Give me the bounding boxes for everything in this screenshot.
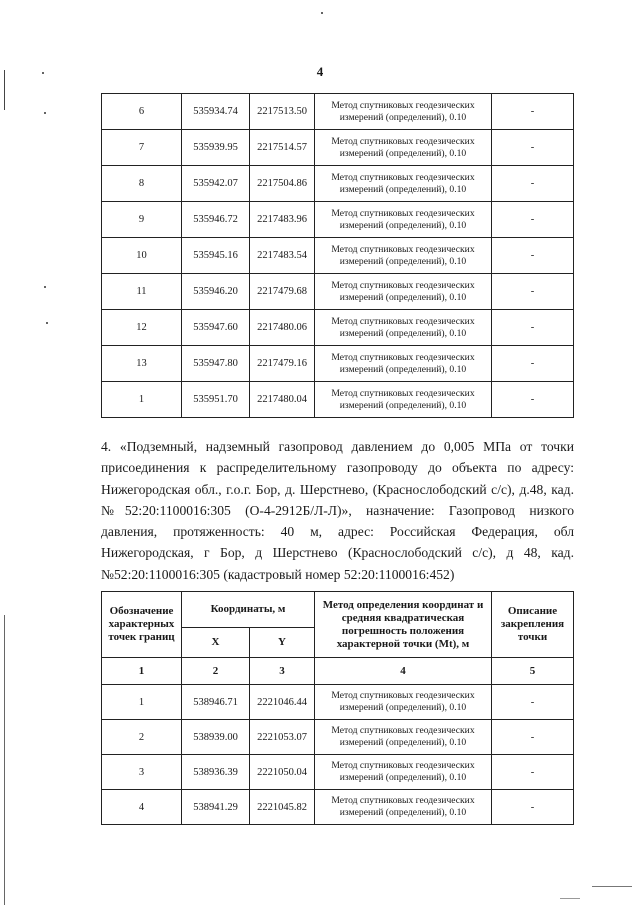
item-4-paragraph: 4. «Подземный, надземный газопровод давлением до 0,005 МПа от точки присоединения к распределительному газопроводу до объекта по адресу: Нижегородская обл., г.о.г. Бор, д. Шерстнево, (Краснослободский с/с), д.48, кад.№52:20:1100016:305 (О-4-2912Б/Л-Л)», назначение: Газопровод низкого давления, протяженность: 40 м, адрес: Российская Федерация, обл Нижегородская, г Бор, д Шерстнево (Краснослободский с/с), д 48, кад.№52:20:1100016:305 (кадастровый номер 52:20:1100016:452) xyxy=(101,439,574,582)
table-row xyxy=(102,790,574,825)
header-y: Y xyxy=(250,628,315,658)
method-cell: Метод спутниковых геодезических измерений (определений), 0.10 xyxy=(315,720,492,755)
scan-dot xyxy=(44,112,46,114)
y-cell: 2221050.04 xyxy=(250,755,315,790)
x-cell: 535947.80 xyxy=(182,346,250,382)
y-cell: 2217514.57 xyxy=(250,130,315,166)
point-cell: 9 xyxy=(102,202,182,238)
point-cell: 8 xyxy=(102,166,182,202)
method-cell: Метод спутниковых геодезических измерений (определений), 0.10 xyxy=(315,310,492,346)
x-cell: 535939.95 xyxy=(182,130,250,166)
table-row xyxy=(102,166,574,202)
scan-dot xyxy=(321,12,323,14)
method-cell: Метод спутниковых геодезических измерений (определений), 0.10 xyxy=(315,238,492,274)
x-cell: 538946.71 xyxy=(182,685,250,720)
column-number: 4 xyxy=(315,658,492,685)
description-cell: - xyxy=(492,720,574,755)
table-row xyxy=(102,755,574,790)
method-cell: Метод спутниковых геодезических измерений (определений), 0.10 xyxy=(315,685,492,720)
method-cell: Метод спутниковых геодезических измерений (определений), 0.10 xyxy=(315,755,492,790)
x-cell: 535945.16 xyxy=(182,238,250,274)
point-cell: 1 xyxy=(102,685,182,720)
y-cell: 2217513.50 xyxy=(250,94,315,130)
method-cell: Метод спутниковых геодезических измерений (определений), 0.10 xyxy=(315,202,492,238)
point-cell: 11 xyxy=(102,274,182,310)
column-number: 2 xyxy=(182,658,250,685)
x-cell: 538941.29 xyxy=(182,790,250,825)
method-cell: Метод спутниковых геодезических измерений (определений), 0.10 xyxy=(315,790,492,825)
point-cell: 3 xyxy=(102,755,182,790)
header-coordinates: Координаты, м xyxy=(182,592,315,628)
page-number: 4 xyxy=(316,64,324,79)
point-cell: 6 xyxy=(102,94,182,130)
header-designation: Обозначение характерных точек границ xyxy=(102,592,182,658)
description-cell: - xyxy=(492,274,574,310)
description-cell: - xyxy=(492,346,574,382)
coordinates-table-continued xyxy=(101,93,574,418)
method-cell: Метод спутниковых геодезических измерений (определений), 0.10 xyxy=(315,166,492,202)
scan-dot xyxy=(44,286,46,288)
x-cell: 535934.74 xyxy=(182,94,250,130)
description-cell: - xyxy=(492,202,574,238)
x-cell: 538939.00 xyxy=(182,720,250,755)
y-cell: 2217480.04 xyxy=(250,382,315,418)
y-cell: 2217483.54 xyxy=(250,238,315,274)
table-row xyxy=(102,685,574,720)
scan-dot xyxy=(46,322,48,324)
description-cell: - xyxy=(492,382,574,418)
header-description: Описание закрепления точки xyxy=(492,592,574,658)
y-cell: 2217480.06 xyxy=(250,310,315,346)
point-cell: 1 xyxy=(102,382,182,418)
table-row xyxy=(102,94,574,130)
description-cell: - xyxy=(492,94,574,130)
scan-edge-line xyxy=(560,898,580,899)
column-number: 3 xyxy=(250,658,315,685)
x-cell: 535946.20 xyxy=(182,274,250,310)
header-method: Метод определения координат и средняя квадратическая погрешность положения характерной точки (Mt), м xyxy=(315,592,492,658)
point-cell: 7 xyxy=(102,130,182,166)
x-cell: 538936.39 xyxy=(182,755,250,790)
description-cell: - xyxy=(492,166,574,202)
point-cell: 10 xyxy=(102,238,182,274)
y-cell: 2217483.96 xyxy=(250,202,315,238)
point-cell: 2 xyxy=(102,720,182,755)
column-number: 1 xyxy=(102,658,182,685)
point-cell: 4 xyxy=(102,790,182,825)
y-cell: 2217479.16 xyxy=(250,346,315,382)
description-cell: - xyxy=(492,130,574,166)
description-cell: - xyxy=(492,755,574,790)
table-row xyxy=(102,130,574,166)
table-row xyxy=(102,238,574,274)
description-cell: - xyxy=(492,685,574,720)
x-cell: 535946.72 xyxy=(182,202,250,238)
y-cell: 2217479.68 xyxy=(250,274,315,310)
y-cell: 2221053.07 xyxy=(250,720,315,755)
table-row xyxy=(102,274,574,310)
description-cell: - xyxy=(492,310,574,346)
x-cell: 535942.07 xyxy=(182,166,250,202)
column-number: 5 xyxy=(492,658,574,685)
column-numbers-row xyxy=(102,658,574,685)
description-cell: - xyxy=(492,790,574,825)
coordinates-table-item-4 xyxy=(101,591,574,825)
point-cell: 13 xyxy=(102,346,182,382)
table-row xyxy=(102,310,574,346)
table-row xyxy=(102,382,574,418)
table-row xyxy=(102,346,574,382)
point-cell: 12 xyxy=(102,310,182,346)
scan-edge-line xyxy=(592,886,632,887)
table-row xyxy=(102,202,574,238)
y-cell: 2221045.82 xyxy=(250,790,315,825)
y-cell: 2217504.86 xyxy=(250,166,315,202)
method-cell: Метод спутниковых геодезических измерений (определений), 0.10 xyxy=(315,274,492,310)
x-cell: 535951.70 xyxy=(182,382,250,418)
table-row xyxy=(102,720,574,755)
scan-margin-line xyxy=(4,615,5,905)
header-x: X xyxy=(182,628,250,658)
y-cell: 2221046.44 xyxy=(250,685,315,720)
method-cell: Метод спутниковых геодезических измерений (определений), 0.10 xyxy=(315,130,492,166)
method-cell: Метод спутниковых геодезических измерений (определений), 0.10 xyxy=(315,346,492,382)
method-cell: Метод спутниковых геодезических измерений (определений), 0.10 xyxy=(315,382,492,418)
description-cell: - xyxy=(492,238,574,274)
x-cell: 535947.60 xyxy=(182,310,250,346)
method-cell: Метод спутниковых геодезических измерений (определений), 0.10 xyxy=(315,94,492,130)
